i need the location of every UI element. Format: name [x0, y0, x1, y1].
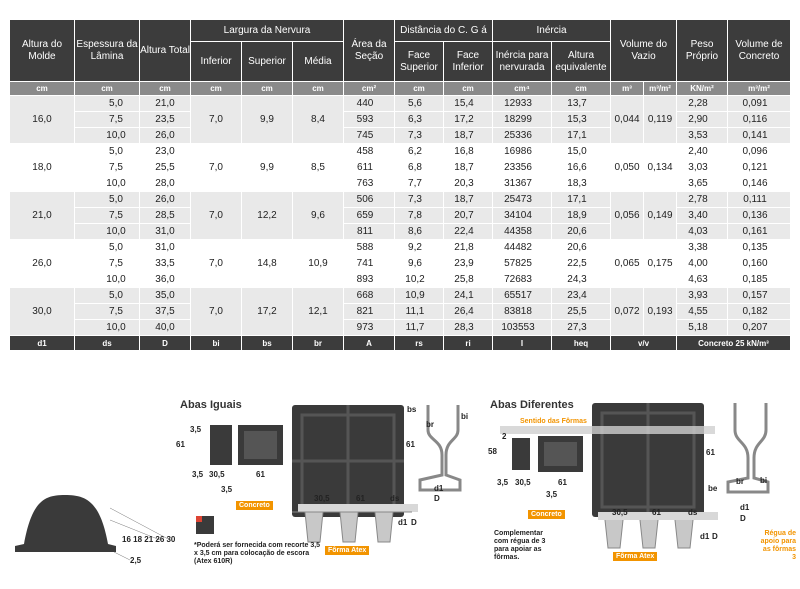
cell-I: 25473	[493, 192, 552, 208]
cell-D: 33,5	[140, 256, 191, 272]
sentido-label: Sentido das Fôrmas	[520, 418, 587, 425]
cell-rs: 6,3	[395, 112, 444, 128]
cell-vol-m3: 0,050	[611, 144, 644, 192]
cell-conc: 0,091	[728, 96, 791, 112]
cell-A: 440	[344, 96, 395, 112]
dim-D-c: D	[740, 514, 746, 523]
cell-conc: 0,096	[728, 144, 791, 160]
cell-peso: 2,28	[677, 96, 728, 112]
abas-iguais-title: Abas Iguais	[180, 399, 242, 411]
cell-D: 21,0	[140, 96, 191, 112]
cell-A: 745	[344, 128, 395, 144]
table-body	[10, 96, 791, 336]
cell-ds: 5,0	[75, 96, 140, 112]
cell-A: 668	[344, 288, 395, 304]
cell-peso: 4,00	[677, 256, 728, 272]
cell-peso: 3,93	[677, 288, 728, 304]
unit-cell: m³/m²	[644, 82, 677, 96]
cell-conc: 0,121	[728, 160, 791, 176]
cell-ds: 7,5	[75, 256, 140, 272]
dim-61-b: 61	[256, 470, 265, 479]
dim-3-5-e: 3,5	[546, 490, 558, 499]
cell-molde: 16,0	[10, 96, 75, 144]
unit-cell: cm	[293, 82, 344, 96]
cell-D: 28,5	[140, 208, 191, 224]
cell-A: 973	[344, 320, 395, 336]
hdr-area: Área da Seção	[344, 20, 395, 82]
cell-A: 893	[344, 272, 395, 288]
cell-conc: 0,141	[728, 128, 791, 144]
cell-heq: 13,7	[552, 96, 611, 112]
cell-ri: 20,7	[444, 208, 493, 224]
dim-d1-a: d1	[434, 484, 444, 493]
cell-ds: 7,5	[75, 304, 140, 320]
symbol-cell: d1	[10, 336, 75, 351]
cell-A: 458	[344, 144, 395, 160]
cell-I: 65517	[493, 288, 552, 304]
cell-peso: 4,63	[677, 272, 728, 288]
cell-peso: 2,78	[677, 192, 728, 208]
cell-D: 28,0	[140, 176, 191, 192]
cell-I: 12933	[493, 96, 552, 112]
hdr-face-superior: Face Superior	[395, 42, 444, 82]
cell-D: 23,5	[140, 112, 191, 128]
dim-bi-a: bi	[461, 412, 469, 421]
cell-bi: 7,0	[191, 240, 242, 288]
dim-ds-a: ds	[390, 494, 400, 503]
cell-ds: 10,0	[75, 224, 140, 240]
forma-atex-label-a: Fôrma Atex	[325, 546, 369, 555]
cell-ri: 18,7	[444, 160, 493, 176]
cell-ri: 28,3	[444, 320, 493, 336]
cell-vol-m3m2: 0,149	[644, 192, 677, 240]
dim-be: be	[708, 484, 718, 493]
cell-vol-m3: 0,044	[611, 96, 644, 144]
note-diferentes: Complementar com régua de 3 para apoiar as fôrmas.	[494, 530, 546, 561]
cell-I: 44358	[493, 224, 552, 240]
dim-bs-a: bs	[407, 405, 417, 414]
unit-cell: cm⁴	[493, 82, 552, 96]
cell-I: 34104	[493, 208, 552, 224]
dim-58: 58	[488, 447, 497, 456]
cell-br: 8,4	[293, 96, 344, 144]
symbol-cell: heq	[552, 336, 611, 351]
cell-rs: 9,6	[395, 256, 444, 272]
hdr-espessura: Espessura da Lâmina	[75, 20, 140, 82]
cell-A: 741	[344, 256, 395, 272]
regua-label: Régua de apoio para as fôrmas 3	[760, 530, 796, 561]
concreto-label-b: Concreto	[528, 510, 565, 519]
cell-conc: 0,185	[728, 272, 791, 288]
symbols-row	[10, 336, 791, 351]
symbol-cell: Concreto 25 kN/m³	[677, 336, 791, 351]
cell-heq: 17,1	[552, 192, 611, 208]
hdr-inercia: Inércia	[493, 20, 611, 42]
cell-bs: 17,2	[242, 288, 293, 336]
hdr-altura-equivalente: Altura equivalente	[552, 42, 611, 82]
cell-ri: 16,8	[444, 144, 493, 160]
cell-vol-m3m2: 0,119	[644, 96, 677, 144]
cell-conc: 0,207	[728, 320, 791, 336]
hdr-peso: Peso Próprio	[677, 20, 728, 82]
dim-61-e: 61	[558, 478, 567, 487]
cell-br: 8,5	[293, 144, 344, 192]
hdr-altura-total: Altura Total	[140, 20, 191, 82]
cell-ri: 17,2	[444, 112, 493, 128]
cell-A: 763	[344, 176, 395, 192]
cell-rs: 5,6	[395, 96, 444, 112]
cell-rs: 7,3	[395, 192, 444, 208]
cell-rs: 7,3	[395, 128, 444, 144]
cell-D: 31,0	[140, 224, 191, 240]
cell-I: 16986	[493, 144, 552, 160]
dim-61-c: 61	[406, 440, 415, 449]
hdr-largura: Largura da Nervura	[191, 20, 344, 42]
cell-rs: 6,2	[395, 144, 444, 160]
unit-cell: cm²	[344, 82, 395, 96]
hdr-inercia-nervurada: Inércia para nervurada	[493, 42, 552, 82]
dim-d1-d: d1	[700, 532, 710, 541]
cell-molde: 18,0	[10, 144, 75, 192]
cell-molde: 26,0	[10, 240, 75, 288]
dim-30-5-a: 30,5	[209, 470, 225, 479]
cell-ds: 7,5	[75, 112, 140, 128]
dim-2-5: 2,5	[130, 556, 142, 565]
cell-ds: 7,5	[75, 208, 140, 224]
dim-3-5-b: 3,5	[192, 470, 204, 479]
cell-conc: 0,135	[728, 240, 791, 256]
cell-heq: 24,3	[552, 272, 611, 288]
cell-ds: 5,0	[75, 288, 140, 304]
cell-D: 26,0	[140, 192, 191, 208]
cell-bs: 14,8	[242, 240, 293, 288]
cell-heq: 22,5	[552, 256, 611, 272]
note-iguais: *Poderá ser fornecida com recorte 3,5 x 3,5 cm para colocação de escora (Atex 610R)	[194, 542, 321, 565]
cell-heq: 16,6	[552, 160, 611, 176]
cell-peso: 2,90	[677, 112, 728, 128]
cell-ri: 15,4	[444, 96, 493, 112]
hdr-media: Média	[293, 42, 344, 82]
dim-br-b: br	[736, 477, 744, 486]
cell-ds: 10,0	[75, 128, 140, 144]
dim-bi-b: bi	[760, 476, 768, 485]
symbol-cell: D	[140, 336, 191, 351]
cell-ds: 5,0	[75, 240, 140, 256]
cell-br: 12,1	[293, 288, 344, 336]
cell-peso: 3,03	[677, 160, 728, 176]
cell-heq: 15,0	[552, 144, 611, 160]
cell-A: 588	[344, 240, 395, 256]
cell-conc: 0,182	[728, 304, 791, 320]
cell-heq: 17,1	[552, 128, 611, 144]
dim-61-g: 61	[652, 508, 661, 517]
cell-D: 31,0	[140, 240, 191, 256]
dim-3-5-c: 3,5	[221, 485, 233, 494]
symbol-cell: A	[344, 336, 395, 351]
cell-A: 821	[344, 304, 395, 320]
cell-rs: 11,7	[395, 320, 444, 336]
symbol-cell: ri	[444, 336, 493, 351]
dim-D-b: D	[411, 518, 417, 527]
cell-peso: 3,40	[677, 208, 728, 224]
cell-molde: 30,0	[10, 288, 75, 336]
heights-label: 16 18 21 26 30	[122, 535, 176, 544]
cell-bi: 7,0	[191, 288, 242, 336]
cell-peso: 2,40	[677, 144, 728, 160]
cell-I: 72683	[493, 272, 552, 288]
unit-cell: cm	[552, 82, 611, 96]
symbol-cell: bi	[191, 336, 242, 351]
hdr-volume-concreto: Volume de Concreto	[728, 20, 791, 82]
cell-ds: 5,0	[75, 144, 140, 160]
cell-rs: 7,8	[395, 208, 444, 224]
concreto-label-a: Concreto	[236, 501, 273, 510]
cell-br: 9,6	[293, 192, 344, 240]
cell-D: 26,0	[140, 128, 191, 144]
cell-D: 23,0	[140, 144, 191, 160]
cell-ri: 23,9	[444, 256, 493, 272]
cell-A: 659	[344, 208, 395, 224]
unit-cell: cm	[444, 82, 493, 96]
cell-rs: 11,1	[395, 304, 444, 320]
spec-table	[9, 19, 791, 351]
table-row	[10, 96, 791, 112]
dim-61-f: 61	[706, 448, 715, 457]
cell-rs: 8,6	[395, 224, 444, 240]
symbol-cell: v/v	[611, 336, 677, 351]
hdr-distancia: Distância do C. G á	[395, 20, 493, 42]
cell-ds: 10,0	[75, 320, 140, 336]
cell-heq: 18,9	[552, 208, 611, 224]
cell-bs: 9,9	[242, 96, 293, 144]
dim-D-a: D	[434, 494, 440, 503]
cell-A: 506	[344, 192, 395, 208]
table-row	[10, 144, 791, 160]
forma-atex-label-b: Fôrma Atex	[613, 552, 657, 561]
cell-peso: 3,65	[677, 176, 728, 192]
hdr-inferior: Inferior	[191, 42, 242, 82]
hdr-altura-molde: Altura do Molde	[10, 20, 75, 82]
cell-D: 35,0	[140, 288, 191, 304]
dim-61-d: 61	[356, 494, 365, 503]
cell-D: 25,5	[140, 160, 191, 176]
cell-ds: 5,0	[75, 192, 140, 208]
cell-ri: 20,3	[444, 176, 493, 192]
units-row	[10, 82, 791, 96]
cell-I: 103553	[493, 320, 552, 336]
symbol-cell: ds	[75, 336, 140, 351]
cell-peso: 3,38	[677, 240, 728, 256]
dim-2: 2	[502, 432, 507, 441]
dim-61-a: 61	[176, 440, 185, 449]
cell-peso: 4,03	[677, 224, 728, 240]
dim-30-5-d: 30,5	[612, 508, 628, 517]
cell-conc: 0,160	[728, 256, 791, 272]
dim-30-5-c: 30,5	[515, 478, 531, 487]
form-profile-shape	[15, 495, 116, 552]
table-row	[10, 288, 791, 304]
symbol-cell: I	[493, 336, 552, 351]
cell-A: 593	[344, 112, 395, 128]
dim-D-d: D	[712, 532, 718, 541]
cell-D: 40,0	[140, 320, 191, 336]
cell-vol-m3: 0,072	[611, 288, 644, 336]
cell-ds: 10,0	[75, 272, 140, 288]
unit-cell: cm	[395, 82, 444, 96]
cell-rs: 9,2	[395, 240, 444, 256]
form-profile-drawing	[10, 490, 190, 570]
table-row	[10, 240, 791, 256]
cell-I: 83818	[493, 304, 552, 320]
dim-30-5-b: 30,5	[314, 494, 330, 503]
dim-d1-c: d1	[740, 503, 750, 512]
cell-ds: 10,0	[75, 176, 140, 192]
cell-bi: 7,0	[191, 192, 242, 240]
dim-d1-b: d1	[398, 518, 408, 527]
unit-cell: cm	[191, 82, 242, 96]
abas-diferentes-title: Abas Diferentes	[490, 399, 574, 411]
unit-cell: m³	[611, 82, 644, 96]
cell-ds: 7,5	[75, 160, 140, 176]
symbol-cell: bs	[242, 336, 293, 351]
cell-bs: 12,2	[242, 192, 293, 240]
cell-rs: 10,9	[395, 288, 444, 304]
table-row	[10, 192, 791, 208]
unit-cell: cm	[75, 82, 140, 96]
cell-peso: 3,53	[677, 128, 728, 144]
unit-cell: KN/m²	[677, 82, 728, 96]
cell-A: 611	[344, 160, 395, 176]
cell-I: 44482	[493, 240, 552, 256]
cell-heq: 15,3	[552, 112, 611, 128]
cell-conc: 0,136	[728, 208, 791, 224]
cell-heq: 25,5	[552, 304, 611, 320]
cell-conc: 0,146	[728, 176, 791, 192]
cell-vol-m3m2: 0,134	[644, 144, 677, 192]
cell-ri: 22,4	[444, 224, 493, 240]
cell-I: 23356	[493, 160, 552, 176]
cell-bi: 7,0	[191, 96, 242, 144]
cell-vol-m3: 0,065	[611, 240, 644, 288]
symbol-cell: rs	[395, 336, 444, 351]
hdr-face-inferior: Face Inferior	[444, 42, 493, 82]
cell-bs: 9,9	[242, 144, 293, 192]
cell-bi: 7,0	[191, 144, 242, 192]
cell-ri: 24,1	[444, 288, 493, 304]
cell-heq: 18,3	[552, 176, 611, 192]
hdr-volume-vazio: Volume do Vazio	[611, 20, 677, 82]
cell-ri: 21,8	[444, 240, 493, 256]
cell-A: 811	[344, 224, 395, 240]
cell-D: 36,0	[140, 272, 191, 288]
cell-conc: 0,116	[728, 112, 791, 128]
cell-conc: 0,161	[728, 224, 791, 240]
recorte-icon	[196, 516, 214, 534]
cell-I: 57825	[493, 256, 552, 272]
hdr-superior: Superior	[242, 42, 293, 82]
cell-molde: 21,0	[10, 192, 75, 240]
cell-vol-m3: 0,056	[611, 192, 644, 240]
cell-heq: 27,3	[552, 320, 611, 336]
dim-3-5-a: 3,5	[190, 425, 202, 434]
cell-conc: 0,157	[728, 288, 791, 304]
cell-ri: 18,7	[444, 128, 493, 144]
cell-vol-m3m2: 0,193	[644, 288, 677, 336]
cell-vol-m3m2: 0,175	[644, 240, 677, 288]
unit-cell: m³/m²	[728, 82, 791, 96]
symbol-cell: br	[293, 336, 344, 351]
dim-br-a: br	[426, 420, 434, 429]
cell-heq: 20,6	[552, 224, 611, 240]
cell-D: 37,5	[140, 304, 191, 320]
cell-conc: 0,111	[728, 192, 791, 208]
dim-ds-b: ds	[688, 508, 698, 517]
cell-I: 18299	[493, 112, 552, 128]
cell-I: 31367	[493, 176, 552, 192]
cell-ri: 26,4	[444, 304, 493, 320]
cell-heq: 23,4	[552, 288, 611, 304]
cell-br: 10,9	[293, 240, 344, 288]
cell-heq: 20,6	[552, 240, 611, 256]
cell-rs: 10,2	[395, 272, 444, 288]
cell-peso: 5,18	[677, 320, 728, 336]
cell-rs: 6,8	[395, 160, 444, 176]
unit-cell: cm	[140, 82, 191, 96]
dim-3-5-d: 3,5	[497, 478, 509, 487]
cell-I: 25336	[493, 128, 552, 144]
cell-ri: 25,8	[444, 272, 493, 288]
cell-rs: 7,7	[395, 176, 444, 192]
unit-cell: cm	[242, 82, 293, 96]
cell-ri: 18,7	[444, 192, 493, 208]
cell-peso: 4,55	[677, 304, 728, 320]
unit-cell: cm	[10, 82, 75, 96]
